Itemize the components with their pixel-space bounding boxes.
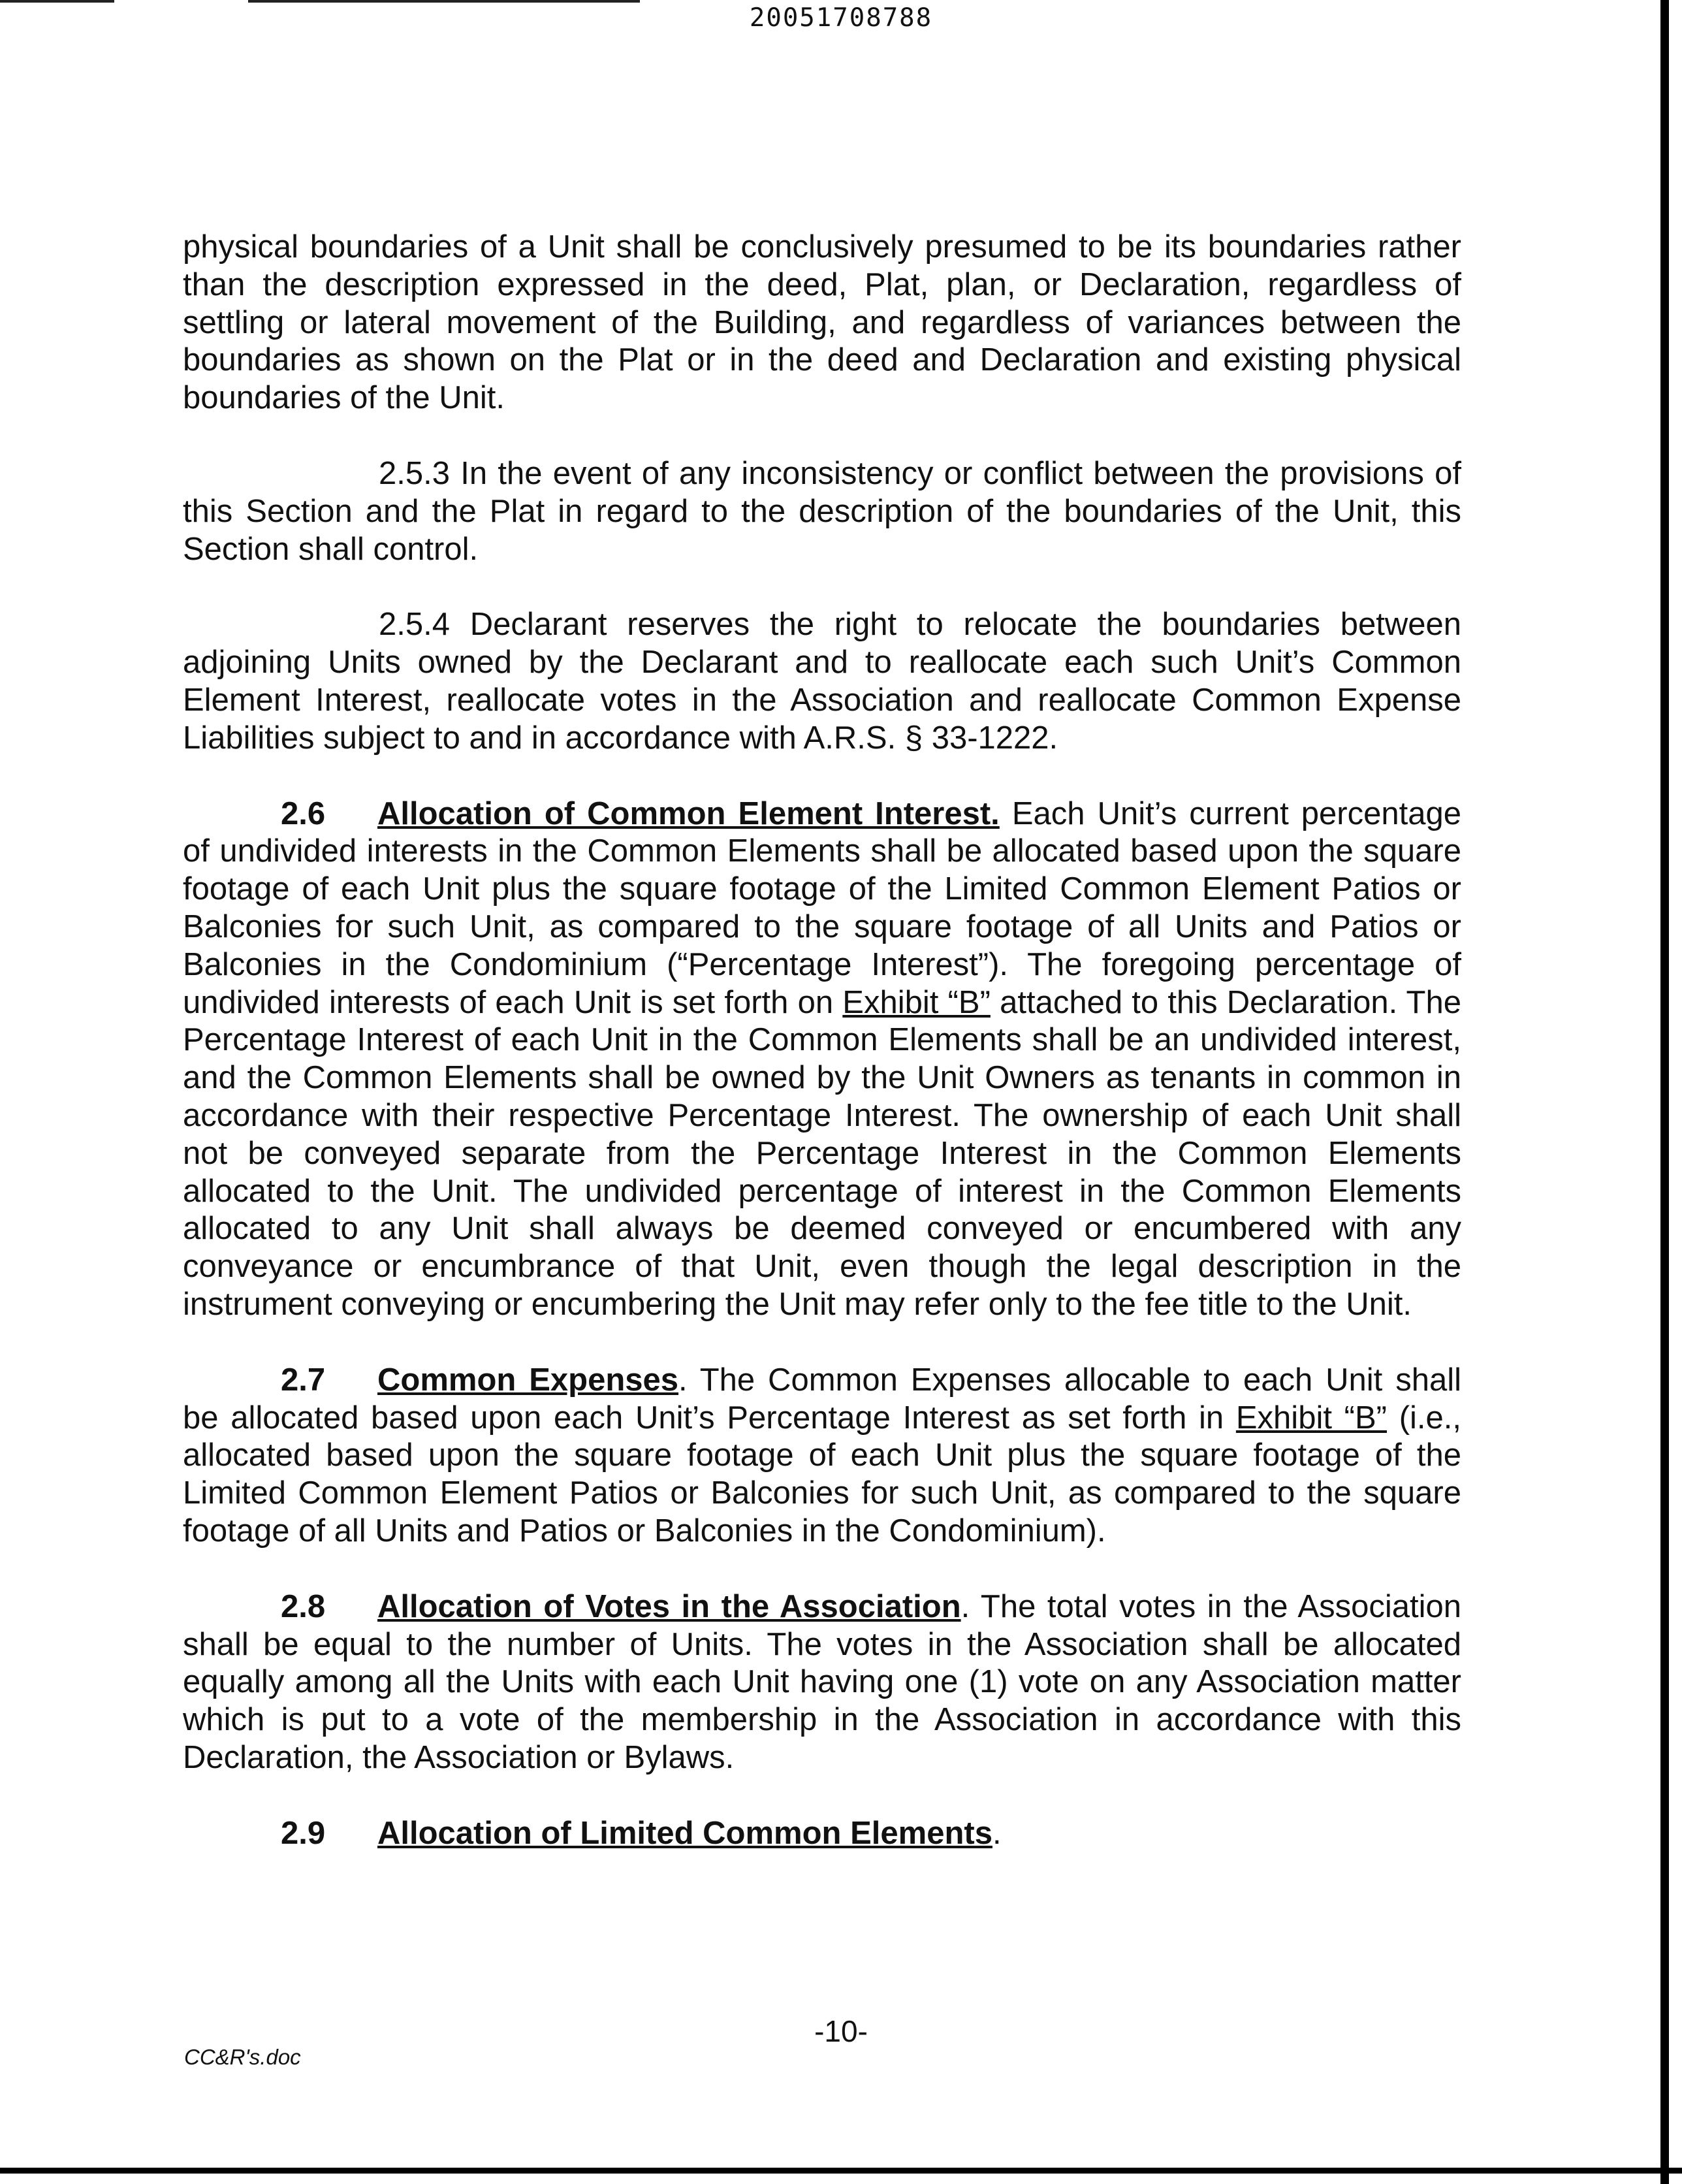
paragraph-2-5-4: 2.5.4 Declarant reserves the right to relocate the boundaries between adjoining Units owned by the Declarant and to reallocate each such Unit’s Common Element Interest, reallocate votes in the Association and reallocate Common Expense Liabilities subject to and in accordance with A.R.S. § 33-1222. (183, 607, 1461, 756)
section-2-9 (183, 1815, 1461, 1853)
section-title: Common Expenses (377, 1362, 679, 1398)
recording-number: 20051708788 (749, 3, 933, 33)
section-text: . (992, 1815, 1002, 1851)
page-right-border (1660, 0, 1669, 2184)
section-number: 2.6 (281, 795, 326, 831)
section-text: . The total votes in the Association shall be equal to the number of Units. The votes in the Association shall be allocated equally among all the Units with each Unit having one (1) vote on any Association matter which is put to a vote of the membership in the Association in accordance with this Declaration, the Association or Bylaws. (183, 1588, 1461, 1775)
section-title: Allocation of Votes in the Association (377, 1588, 961, 1624)
paragraph-2-5-3: 2.5.3 In the event of any inconsistency or conflict between the provisions of this Section and the Plat in regard to the description of the boundaries of the Unit, this Section shall control. (183, 455, 1461, 567)
document-body (183, 229, 1461, 1890)
section-title: Allocation of Common Element Interest. (377, 795, 1000, 831)
continued-paragraph: physical boundaries of a Unit shall be conclusively presumed to be its boundaries rather than the description expressed in the deed, Plat, plan, or Declaration, regardless of settling or lateral movement of the Building, and regardless of variances between the boundaries as shown on the Plat or in the deed and Declaration and existing physical boundaries of the Unit. (183, 229, 1461, 416)
section-text: . The Common Expenses allocable to each Unit shall be allocated based upon each Unit’s Percentage Interest as set forth in (183, 1362, 1461, 1436)
section-text: (i.e., allocated based upon the square footage of each Unit plus the square footage of the Limited Common Element Patios or Balconies for such Unit, as compared to the square footage of all Units and Patios or Balconies in the Condominium). (183, 1400, 1461, 1549)
section-2-8 (183, 1588, 1461, 1777)
footer-filename: CC&R's.doc (184, 2045, 301, 2069)
exhibit-reference: Exhibit “B” (842, 984, 991, 1020)
section-2-6 (183, 795, 1461, 1324)
section-text: attached to this Declaration. The Percentage Interest of each Unit in the Common Elements shall be an undivided interest, and the Common Elements shall be owned by the Unit Owners as tenants in common in accordance with their respective Percentage Interest. The ownership of each Unit shall not be conveyed separate from the Percentage Interest in the Common Elements allocated to the Unit. The undivided percentage of interest in the Common Elements allocated to any Unit shall always be deemed conveyed or encumbered with any conveyance or encumbrance of that Unit, even though the legal description in the instrument conveying or encumbering the Unit may refer only to the fee title to the Unit. (183, 984, 1461, 1322)
page-number: -10- (814, 2014, 868, 2048)
exhibit-reference: Exhibit “B” (1235, 1400, 1387, 1436)
section-text: Each Unit’s current percentage of undivided interests in the Common Elements shall be allocated based upon the square footage of each Unit plus the square footage of the Limited Common Element Patios or Balconies for such Unit, as compared to the square footage of all Units and Patios or Balconies in the Condominium (“Percentage Interest”). The foregoing percentage of undivided interests of each Unit is set forth on (183, 795, 1461, 1020)
section-number: 2.8 (281, 1588, 326, 1624)
page-bottom-border (0, 2168, 1682, 2174)
section-number: 2.7 (281, 1362, 326, 1398)
section-2-7 (183, 1362, 1461, 1550)
section-number: 2.9 (281, 1815, 326, 1851)
section-title: Allocation of Limited Common Elements (377, 1815, 992, 1851)
